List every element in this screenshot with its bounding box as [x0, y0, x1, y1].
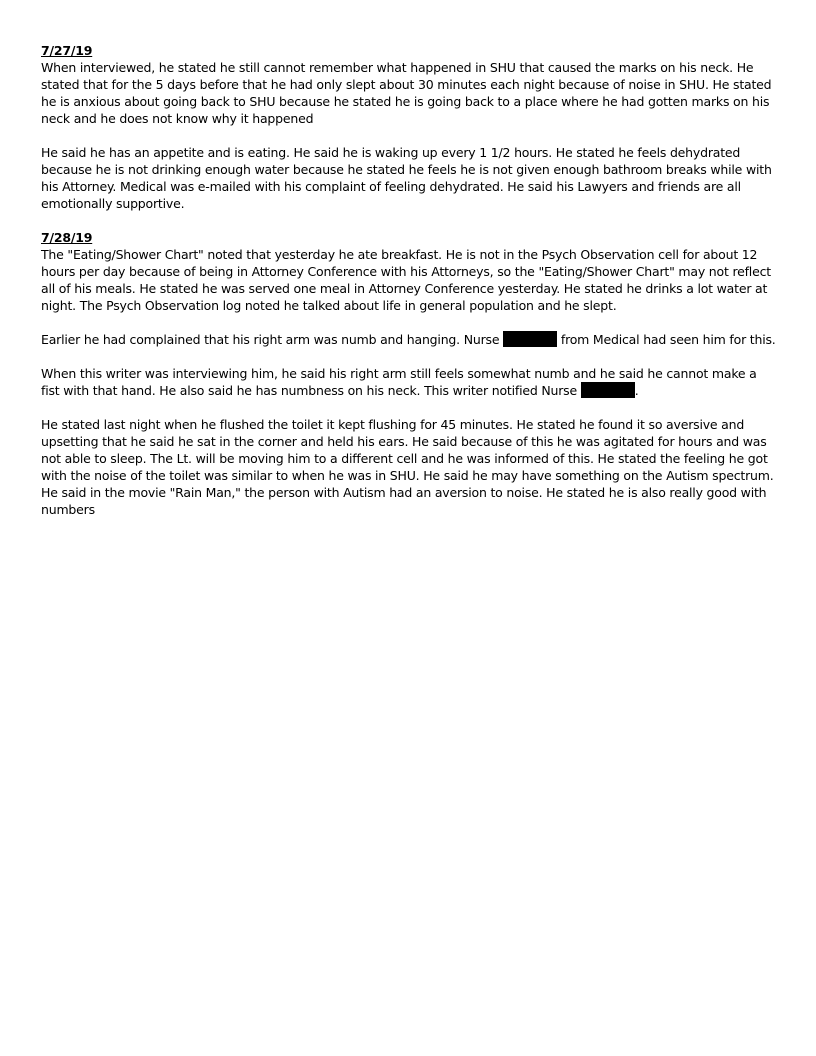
paragraph-text: Earlier he had complained that his right arm was numb and hanging. Nurse [41, 332, 504, 347]
paragraph-text: . [634, 383, 639, 398]
document-page [41, 42, 776, 518]
redaction-box [503, 331, 557, 347]
paragraph-gap [41, 399, 776, 416]
paragraph-gap [41, 212, 776, 229]
paragraph-gap [41, 348, 776, 365]
paragraph-text: from Medical had seen him for this. [557, 332, 776, 347]
entry-paragraph: He stated last night when he flushed the toilet it kept flushing for 45 minutes. He stated he found it so aversive and upsetting that he said he sat in the corner and held his ears. He said because of this he was agitated for hours and was not able to sleep. The Lt. will be moving him to a different cell and he was informed of this. He stated the feeling he got with the noise of the toilet was similar to when he was in SHU. He said he may have something on the Autism spectrum. He said in the movie "Rain Man," the person with Autism had an aversion to noise. He stated he is also really good with numbers [41, 417, 774, 517]
entry-paragraph: The "Eating/Shower Chart" noted that yesterday he ate breakfast. He is not in the Psych Observation cell for about 12 hours per day because of being in Attorney Conference with his Attorneys, so the "Eating/Shower Chart" may not reflect all of his meals. He stated he was served one meal in Attorney Conference yesterday. He stated he drinks a lot water at night. The Psych Observation log noted he talked about life in general population and he slept. [41, 247, 771, 313]
entry-date: 7/28/19 [41, 230, 93, 245]
entry-date: 7/27/19 [41, 43, 93, 58]
paragraph-gap [41, 127, 776, 144]
entry-paragraph [41, 365, 776, 399]
entry-paragraph: He said he has an appetite and is eating. He said he is waking up every 1 1/2 hours. He stated he feels dehydrated because he is not drinking enough water because he stated he feels he is not given enough bathroom breaks while with his Attorney. Medical was e-mailed with his complaint of feeling dehydrated. He said his Lawyers and friends are all emotionally supportive. [41, 145, 772, 211]
paragraph-gap [41, 314, 776, 331]
redaction-box [581, 382, 635, 398]
paragraph-text: When this writer was interviewing him, he said his right arm still feels somewhat numb and he said he cannot make a fist with that hand. He also said he has numbness on his neck. This writer notified Nurse [41, 366, 757, 398]
entry-paragraph: When interviewed, he stated he still cannot remember what happened in SHU that caused the marks on his neck. He stated that for the 5 days before that he had only slept about 30 minutes each night because of noise in SHU. He stated he is anxious about going back to SHU because he stated he is going back to a place where he had gotten marks on his neck and he does not know why it happened [41, 60, 772, 126]
entry-paragraph [41, 331, 776, 348]
